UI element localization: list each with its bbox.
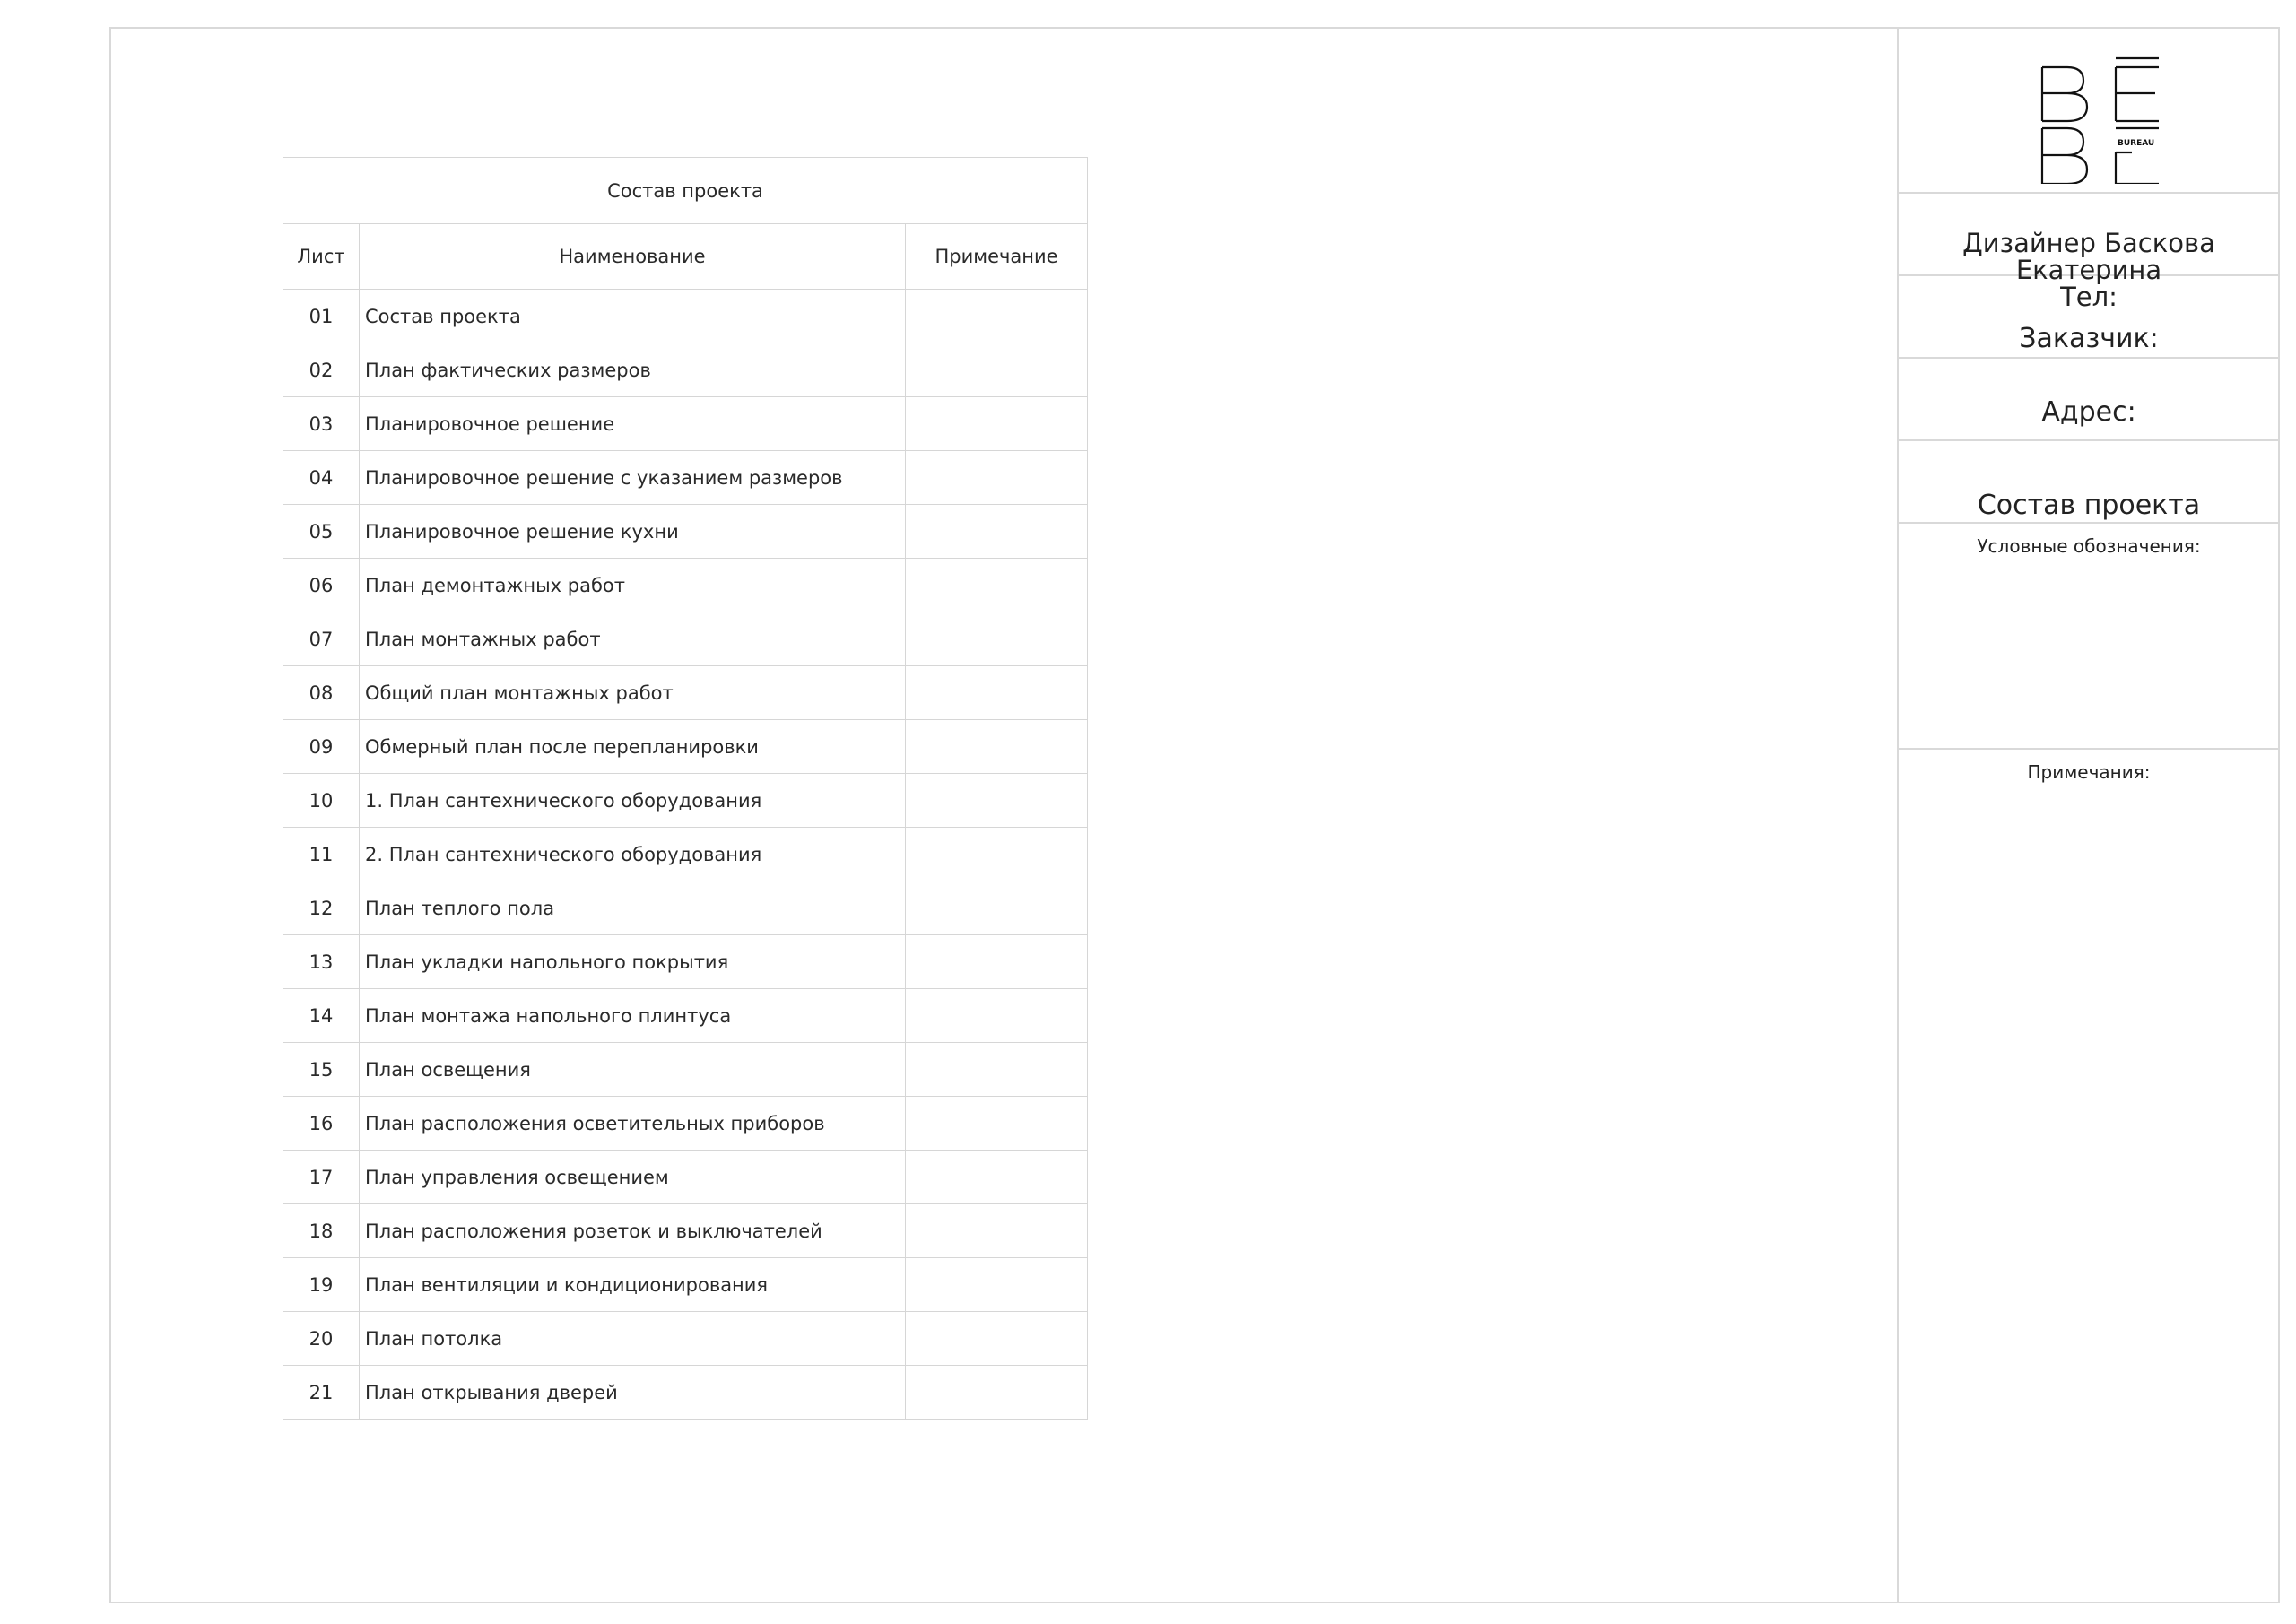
table-row [283, 343, 1088, 397]
sheet-name: Обмерный план после перепланировки [360, 720, 906, 774]
header-note: Примечание [906, 224, 1088, 290]
sheet-name: 2. План сантехнического оборудования [360, 828, 906, 881]
sheet-note [906, 828, 1088, 881]
table-row [283, 397, 1088, 451]
logo-bureau-text: BUREAU [2118, 139, 2155, 148]
legend-cell [1899, 524, 2279, 750]
sheet-note [906, 720, 1088, 774]
sheet-number: 02 [283, 343, 360, 397]
sheet-name: План теплого пола [360, 881, 906, 935]
table-row [283, 290, 1088, 343]
table-header-row [283, 224, 1088, 290]
table-row [283, 1312, 1088, 1366]
sheet-number: 06 [283, 559, 360, 612]
sheet-number: 03 [283, 397, 360, 451]
sheet-note [906, 935, 1088, 989]
sheet-name: План фактических размеров [360, 343, 906, 397]
sheet-name: План монтажа напольного плинтуса [360, 989, 906, 1043]
sheet-name: План открывания дверей [360, 1366, 906, 1420]
sheet-note [906, 1312, 1088, 1366]
sheet-note [906, 1151, 1088, 1204]
title-block [1897, 28, 2279, 1602]
sheet-note [906, 343, 1088, 397]
table-row [283, 828, 1088, 881]
table-title: Состав проекта [283, 158, 1088, 224]
sheet-number: 07 [283, 612, 360, 666]
sheet-note [906, 612, 1088, 666]
table-title-row [283, 158, 1088, 224]
table-row [283, 720, 1088, 774]
sheet-number: 16 [283, 1097, 360, 1151]
sheet-note [906, 559, 1088, 612]
sheet-name: Планировочное решение кухни [360, 505, 906, 559]
table-row [283, 1151, 1088, 1204]
address-label: Адрес: [2041, 396, 2136, 428]
sheet-name: План потолка [360, 1312, 906, 1366]
logo-cell [1899, 28, 2279, 194]
sheet-number: 01 [283, 290, 360, 343]
sheet-number: 12 [283, 881, 360, 935]
table-row [283, 935, 1088, 989]
sheet-note [906, 1097, 1088, 1151]
designer-name: Дизайнер Баскова Екатерина [1962, 228, 2215, 285]
sheet-number: 20 [283, 1312, 360, 1366]
sheet-name: Планировочное решение [360, 397, 906, 451]
sheet-name: План демонтажных работ [360, 559, 906, 612]
sheet-note [906, 1043, 1088, 1097]
sheet-note [906, 505, 1088, 559]
table-row [283, 1043, 1088, 1097]
sheet-number: 19 [283, 1258, 360, 1312]
table-row [283, 1258, 1088, 1312]
table-row [283, 989, 1088, 1043]
sheet-number: 21 [283, 1366, 360, 1420]
table-row [283, 612, 1088, 666]
sheet-number: 05 [283, 505, 360, 559]
sheet-number: 04 [283, 451, 360, 505]
designer-tel: Тел: [2060, 282, 2118, 312]
sheet-number: 08 [283, 666, 360, 720]
sheet-note [906, 989, 1088, 1043]
header-sheet: Лист [283, 224, 360, 290]
notes-label: Примечания: [2027, 761, 2151, 783]
sheet-note [906, 1204, 1088, 1258]
sheet-note [906, 666, 1088, 720]
sheet-note [906, 774, 1088, 828]
table-row [283, 1097, 1088, 1151]
sheet-name: План монтажных работ [360, 612, 906, 666]
table-row [283, 881, 1088, 935]
sheet-name: 1. План сантехнического оборудования [360, 774, 906, 828]
sheet-note [906, 1366, 1088, 1420]
table-row [283, 666, 1088, 720]
address-cell [1899, 359, 2279, 441]
sheet-number: 11 [283, 828, 360, 881]
legend-label: Условные обозначения: [1977, 535, 2201, 557]
bebe-bureau-logo [2015, 40, 2168, 184]
project-contents-table [283, 157, 1088, 1420]
sheet-note [906, 397, 1088, 451]
sheet-number: 18 [283, 1204, 360, 1258]
sheet-name: Общий план монтажных работ [360, 666, 906, 720]
sheet-name: План укладки напольного покрытия [360, 935, 906, 989]
table-body [283, 290, 1088, 1420]
table-row [283, 774, 1088, 828]
sheet-number: 14 [283, 989, 360, 1043]
sheet-note [906, 451, 1088, 505]
client-cell [1899, 276, 2279, 359]
sheet-note [906, 290, 1088, 343]
sheet-note [906, 881, 1088, 935]
sheet-number: 17 [283, 1151, 360, 1204]
sheet-number: 13 [283, 935, 360, 989]
designer-cell [1899, 194, 2279, 312]
sheet-number: 09 [283, 720, 360, 774]
table-row [283, 1204, 1088, 1258]
header-name: Наименование [360, 224, 906, 290]
sheet-number: 10 [283, 774, 360, 828]
table-row [283, 451, 1088, 505]
sheet-name: План освещения [360, 1043, 906, 1097]
sheet-name: План вентиляции и кондиционирования [360, 1258, 906, 1312]
sheet-note [906, 1258, 1088, 1312]
sheet-title: Состав проекта [1977, 490, 2201, 521]
table-row [283, 1366, 1088, 1420]
sheet-name: Планировочное решение с указанием размеров [360, 451, 906, 505]
sheet-name: План расположения розеток и выключателей [360, 1204, 906, 1258]
client-label: Заказчик: [2019, 323, 2159, 354]
sheet-number: 15 [283, 1043, 360, 1097]
sheet-name: План расположения осветительных приборов [360, 1097, 906, 1151]
sheet-name: Состав проекта [360, 290, 906, 343]
notes-cell [1899, 750, 2279, 1602]
table-row [283, 559, 1088, 612]
sheet-title-cell [1899, 441, 2279, 524]
table-row [283, 505, 1088, 559]
sheet-name: План управления освещением [360, 1151, 906, 1204]
